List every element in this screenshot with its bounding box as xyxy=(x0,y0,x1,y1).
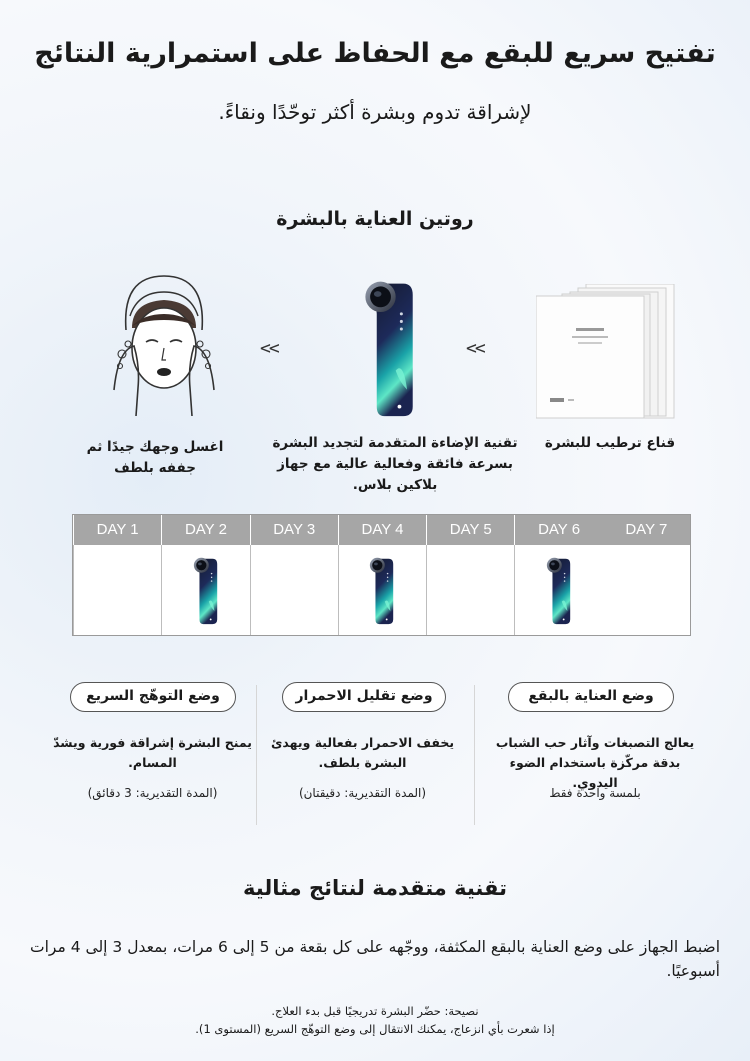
day-cell xyxy=(426,545,514,635)
mode-description-quick-glow: يمنح البشرة إشراقة فورية ويشدّ المسام. xyxy=(53,735,252,770)
sheet-mask-icon xyxy=(536,284,678,420)
tip-text: نصيحة: حضّر البشرة تدريجيًا قبل بدء العلاج. xyxy=(271,1004,479,1018)
routine-title: روتين العناية بالبشرة xyxy=(276,208,474,230)
day-cell xyxy=(250,545,338,635)
day-header: DAY 2 xyxy=(161,515,249,545)
device-day-icon xyxy=(545,555,573,625)
day-header: DAY 4 xyxy=(338,515,426,545)
mode-duration-spot-care: بلمسة واحدة فقط xyxy=(549,786,641,800)
day-cell xyxy=(603,545,690,635)
day-cell xyxy=(338,545,426,635)
mode-duration-redness: (المدة التقديرية: دقيقتان) xyxy=(298,786,427,800)
step-arrow-1: >> xyxy=(260,338,278,359)
light-device-icon xyxy=(360,276,420,418)
mode-duration-quick-glow: (المدة التقديرية: 3 دقائق) xyxy=(87,786,218,800)
day-cell xyxy=(514,545,602,635)
day-header: DAY 7 xyxy=(625,521,668,538)
mode-pill-redness: وضع تقليل الاحمرار xyxy=(282,682,446,712)
mode-description-spot-care: يعالج التصبغات وآثار حب الشباب بدقة مركّزة باستخدام الضوء اليدوي. xyxy=(495,735,695,790)
page-subtitle: لإشراقة تدوم وبشرة أكثر توحّدًا ونقاءً. xyxy=(218,100,532,124)
face-washing-icon xyxy=(108,270,220,422)
mode-description-redness: يخفف الاحمرار بفعالية ويهدئ البشرة بلطف. xyxy=(270,735,455,770)
tip-text-discomfort: إذا شعرت بأي انزعاج، يمكنك الانتقال إلى وضع التوهّج السريع (المستوى 1). xyxy=(195,1022,555,1036)
day-header: DAY 6 xyxy=(514,515,602,545)
day-cell xyxy=(73,545,161,635)
weekly-schedule-table xyxy=(72,514,691,636)
mode-pill-quick-glow: وضع التوهّج السريع xyxy=(70,682,236,712)
day-header: DAY 5 xyxy=(426,515,514,545)
step-caption-wash: اغسل وجهك جيدًا ثم جففه بلطف xyxy=(86,439,224,476)
day-header: DAY 1 xyxy=(73,515,161,545)
step-caption-mask: قناع ترطيب للبشرة xyxy=(544,435,676,451)
page-title: تفتيح سريع للبقع مع الحفاظ على استمرارية النتائج xyxy=(34,38,716,69)
day-cell xyxy=(161,545,249,635)
step-caption-device: تقنية الإضاءة المتقدمة لتجديد البشرة بسرعة فائقة وفعالية عالية مع جهاز بلاكين بلاس. xyxy=(272,435,518,493)
step-arrow-2: >> xyxy=(466,338,484,359)
mode-divider xyxy=(256,685,257,825)
advanced-title: تقنية متقدمة لنتائج مثالية xyxy=(243,876,507,900)
mode-pill-spot-care: وضع العناية بالبقع xyxy=(508,682,674,712)
day-header: DAY 3 xyxy=(250,515,338,545)
mode-divider xyxy=(474,685,475,825)
advanced-instructions: اضبط الجهاز على وضع العناية بالبقع المكثفة، ووجّهه على كل بقعة من 5 إلى 6 مرات، بمعدل 3 إلى 4 مرات أسبوعيًا. xyxy=(30,938,720,980)
device-day-icon xyxy=(192,555,220,625)
device-day-icon xyxy=(368,555,396,625)
